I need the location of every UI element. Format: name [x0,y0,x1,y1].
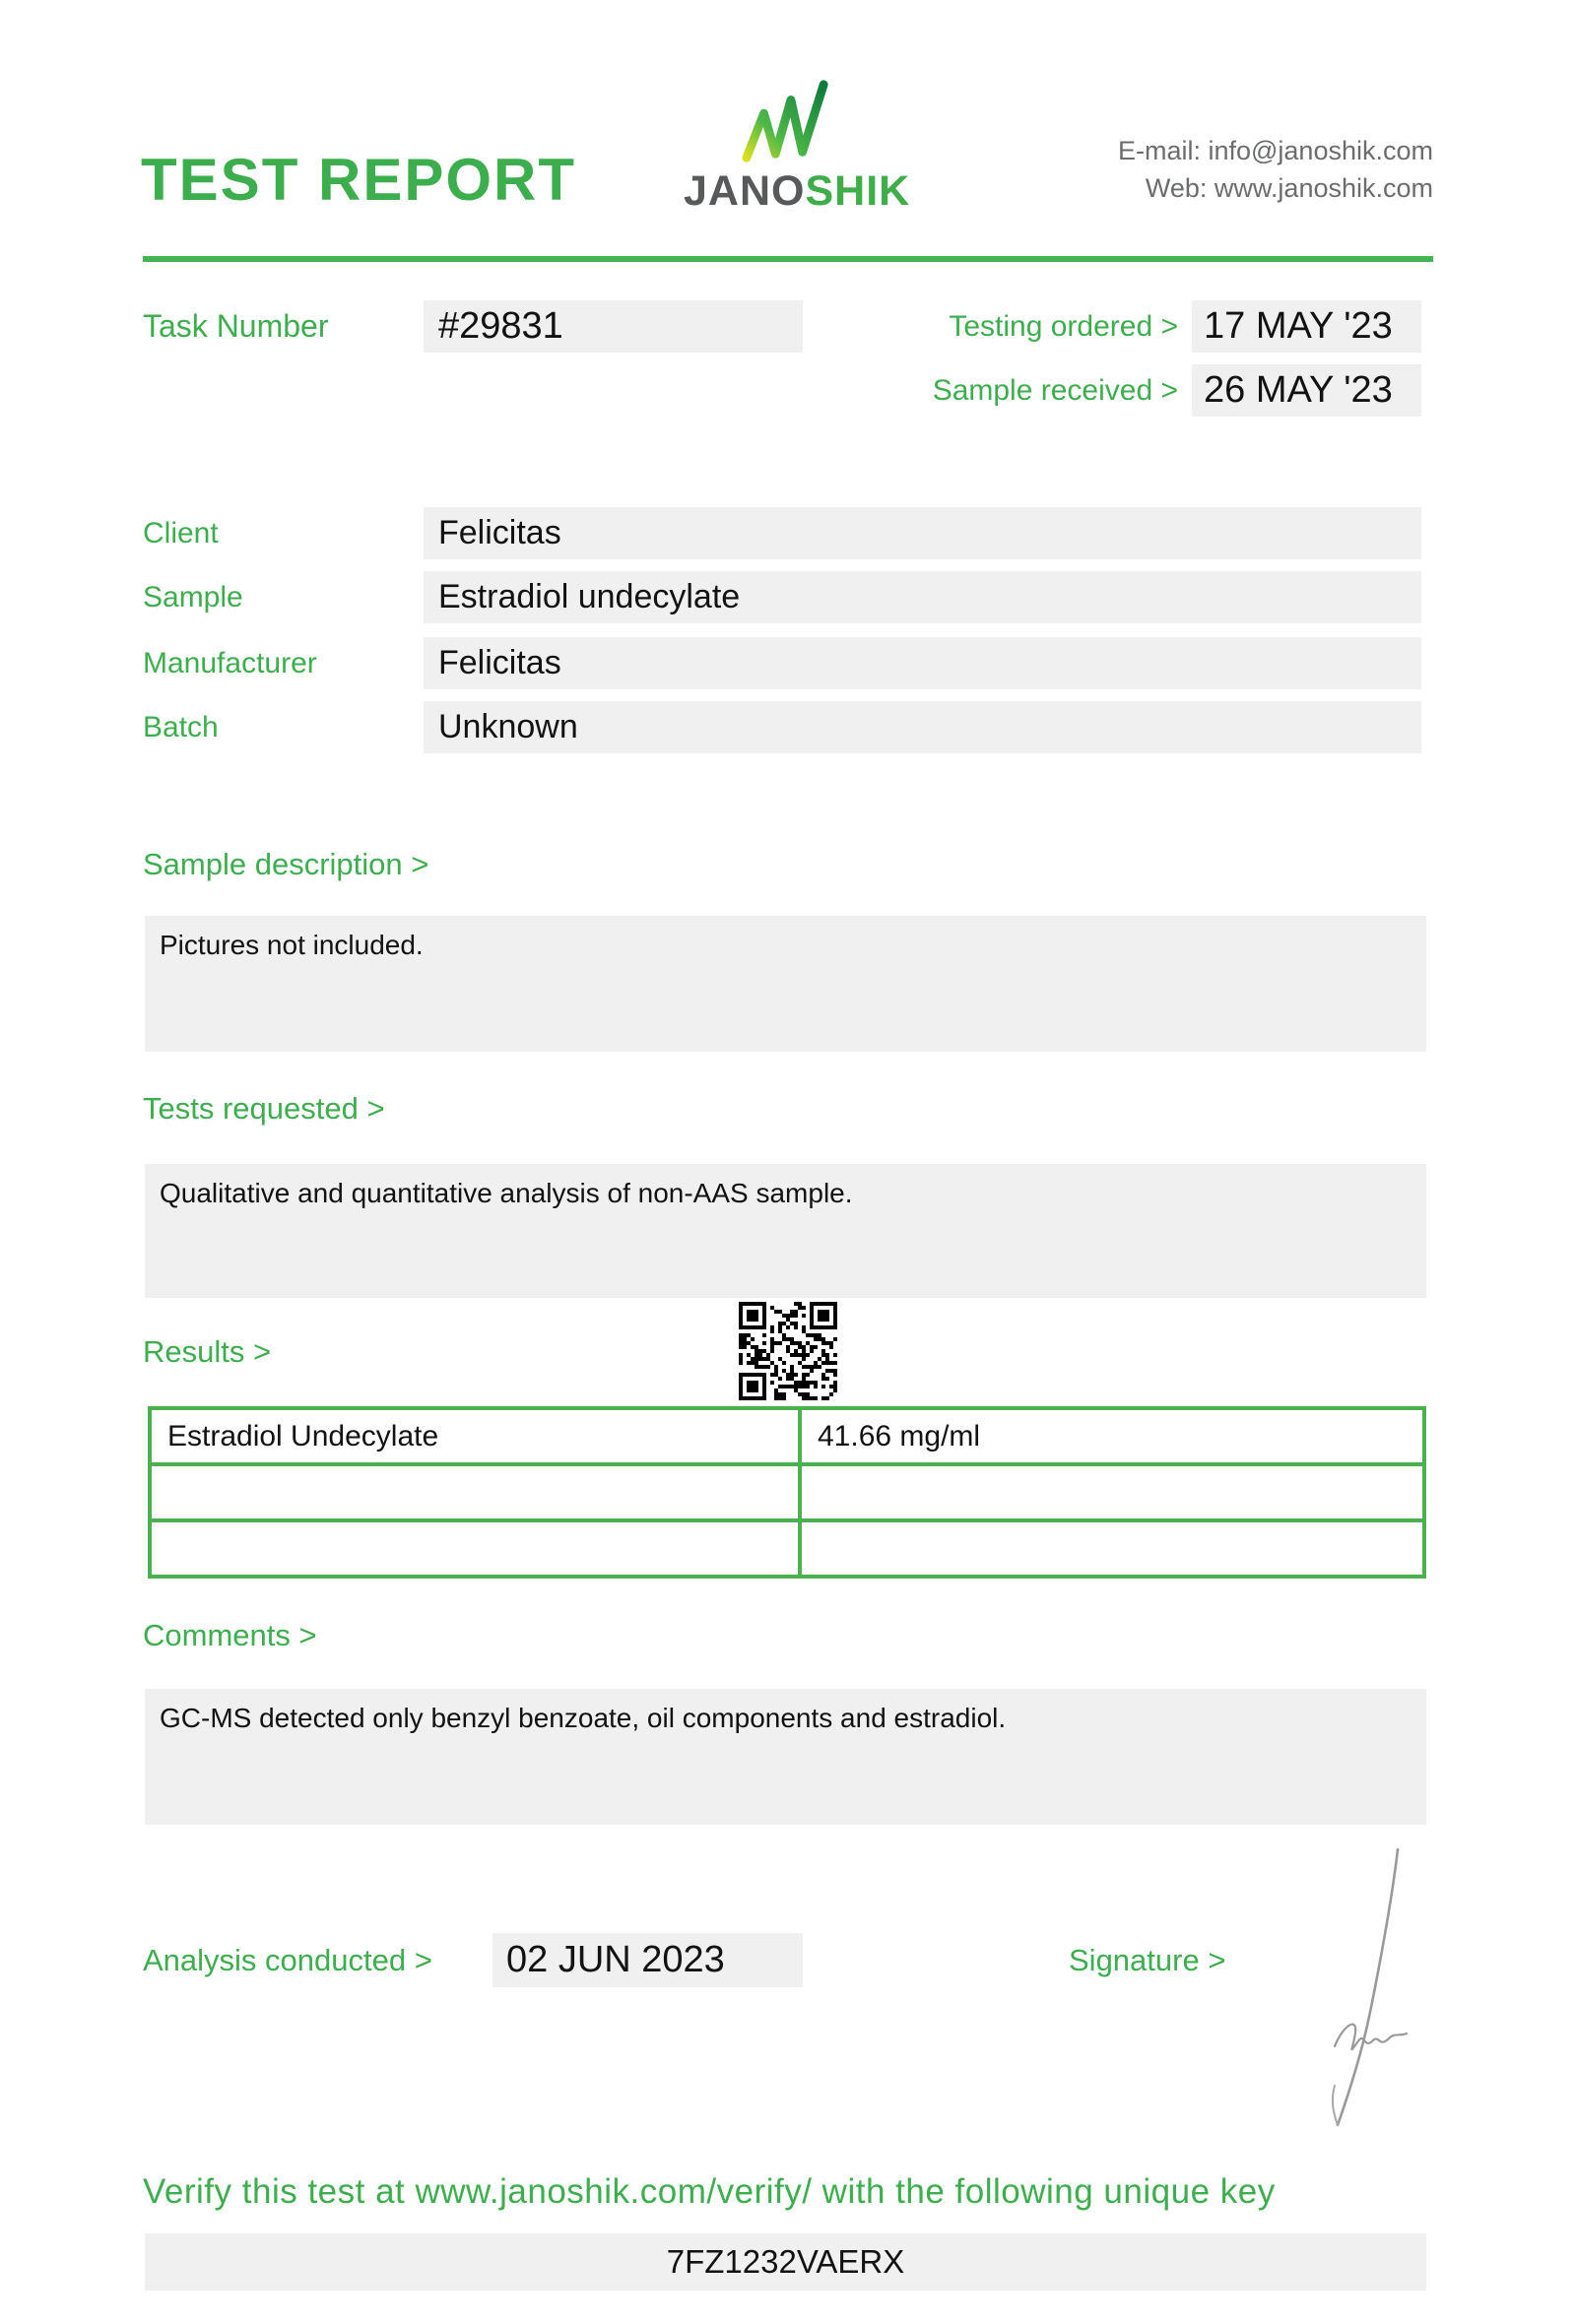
header-divider [143,256,1433,262]
analysis-conducted-value: 02 JUN 2023 [492,1933,803,1987]
task-number-label: Task Number [143,308,329,344]
qr-code-icon [739,1302,837,1400]
page-title: TEST REPORT [141,147,577,213]
logo-text-shik: SHIK [805,167,911,215]
comments-heading: Comments > [143,1618,317,1652]
logo-wordmark [684,167,910,216]
tests-requested-heading: Tests requested > [143,1091,385,1126]
task-number-value: #29831 [424,300,803,353]
manufacturer-value: Felicitas [424,637,1421,689]
client-label: Client [143,517,219,549]
verify-key: 7FZ1232VAERX [145,2233,1426,2291]
results-heading: Results > [143,1334,272,1369]
result-analyte-cell: Estradiol Undecylate [167,1419,439,1452]
comments-text: GC-MS detected only benzyl benzoate, oil components and estradiol. [145,1689,1426,1825]
manufacturer-label: Manufacturer [143,647,317,679]
batch-value: Unknown [424,701,1421,753]
contact-info [1118,132,1433,207]
analysis-conducted-label: Analysis conducted > [143,1943,432,1977]
verify-instruction: Verify this test at www.janoshik.com/verify/ with the following unique key [143,2172,1276,2211]
result-empty-cell [152,1518,798,1575]
testing-ordered-label: Testing ordered > [949,309,1178,343]
result-value-cell: 41.66 mg/ml [798,1410,1422,1462]
handwritten-signature [1279,1843,1426,2131]
client-value: Felicitas [424,507,1421,559]
batch-label: Batch [143,711,219,743]
contact-web: Web: www.janoshik.com [1145,173,1433,203]
sample-description-heading: Sample description > [143,847,429,881]
sample-label: Sample [143,581,243,613]
sample-received-row [933,364,1421,417]
growth-chart-icon [739,77,835,167]
sample-received-value: 26 MAY '23 [1192,364,1421,417]
tests-requested-text: Qualitative and quantitative analysis of non-AAS sample. [145,1164,1426,1298]
result-empty-cell [798,1518,1422,1575]
sample-value: Estradiol undecylate [424,571,1421,623]
logo-text-jano: JANO [684,167,806,215]
result-empty-cell [798,1462,1422,1518]
sample-received-label: Sample received > [932,373,1178,407]
sample-description-text: Pictures not included. [145,916,1426,1052]
contact-email: E-mail: info@janoshik.com [1117,136,1433,165]
testing-ordered-row [949,300,1421,353]
results-table [148,1406,1426,1579]
result-empty-cell [152,1462,798,1518]
testing-ordered-value: 17 MAY '23 [1192,300,1421,353]
signature-label: Signature > [1069,1943,1226,1977]
